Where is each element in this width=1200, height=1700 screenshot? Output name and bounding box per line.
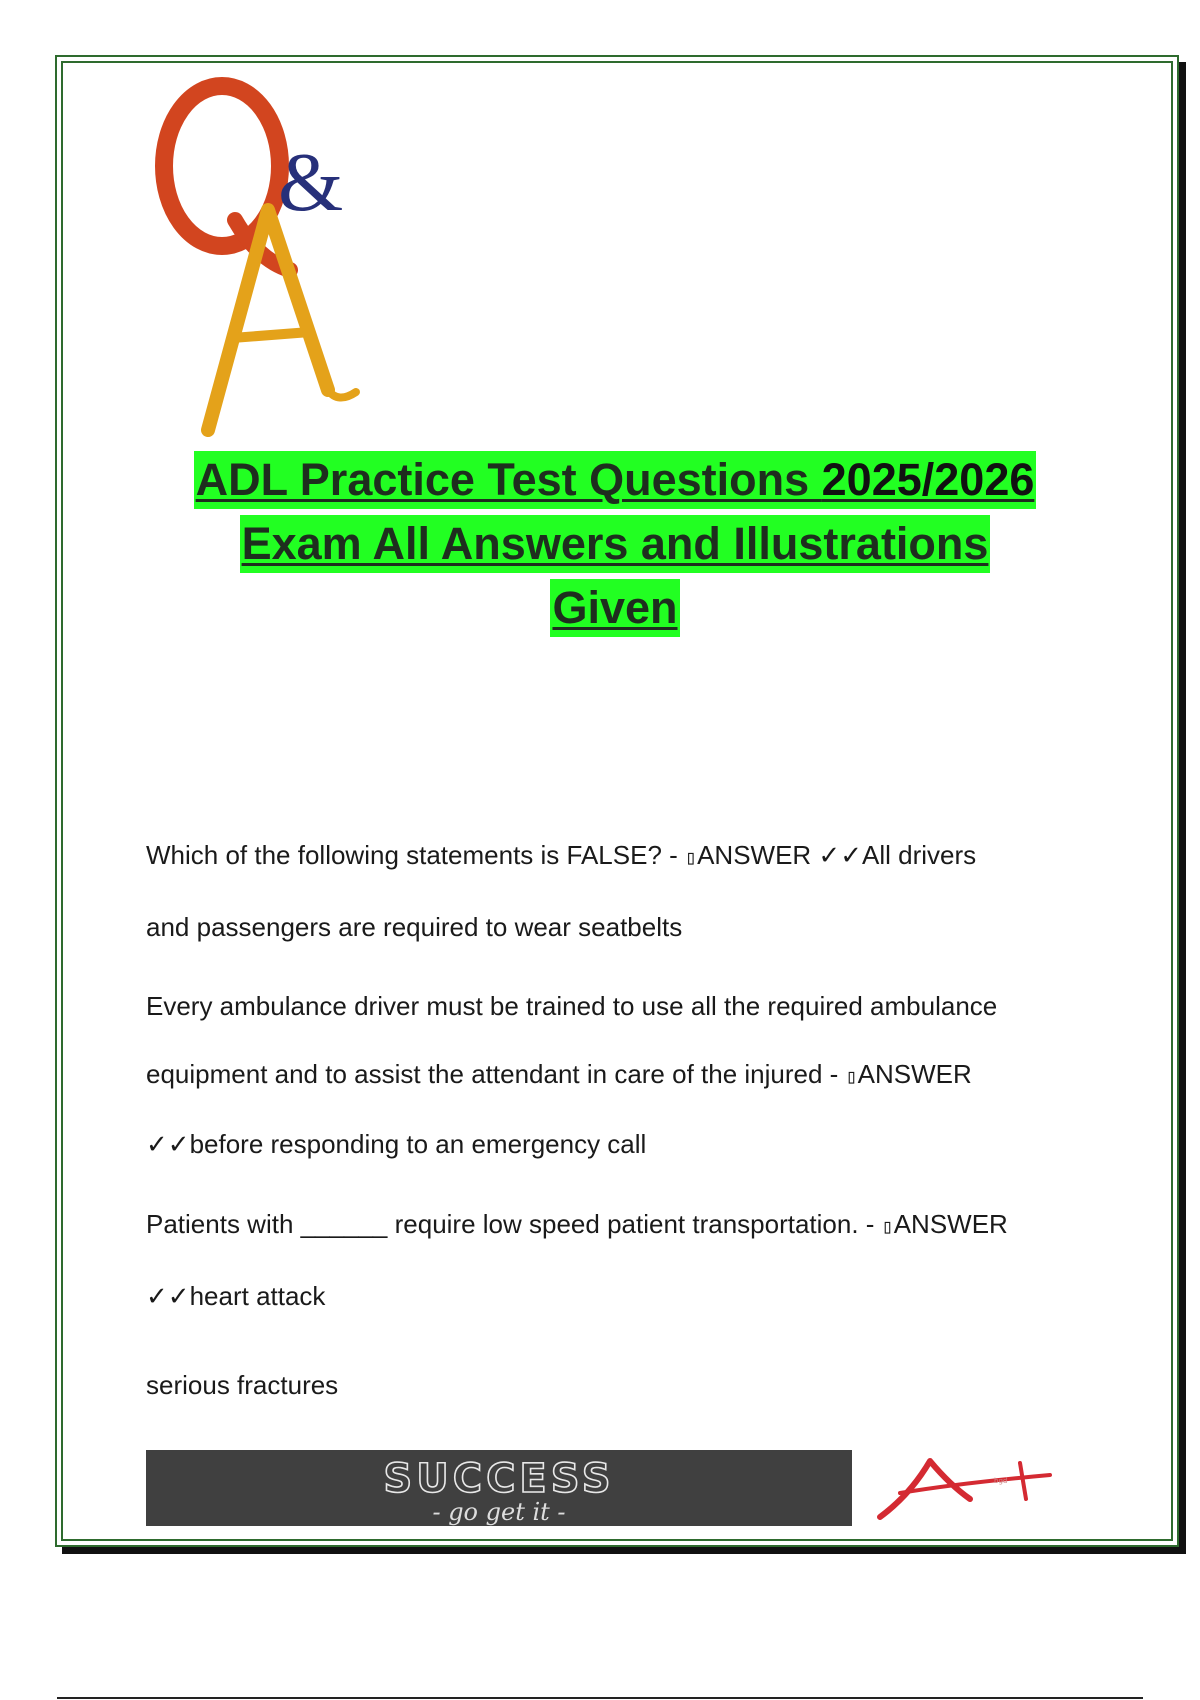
answer-1-line-2: and passengers are required to wear seatbelts	[146, 912, 683, 942]
answer-3-marker: ANSWER	[893, 1209, 1008, 1239]
answer-2-marker: ANSWER	[857, 1059, 972, 1089]
qa-item-3-extra	[146, 1350, 1086, 1420]
banner-subtext: - go get it -	[432, 1498, 566, 1526]
question-1-text: Which of the following statements is FALSE? -	[146, 840, 686, 870]
answer-marker-box-icon: ▯	[881, 1214, 894, 1238]
qa-item-1	[146, 820, 1086, 962]
title-line-1-text: ADL Practice Test Questions	[195, 454, 822, 505]
qa-item-3	[146, 1189, 1086, 1332]
answer-marker-box-icon: ▯	[685, 845, 698, 869]
grade-small-text: bgd	[994, 1477, 1008, 1485]
a-plus-grade-mark	[870, 1455, 1070, 1525]
checkmark-icon: ✓✓	[146, 1130, 190, 1160]
answer-3-text: heart attack	[189, 1281, 326, 1311]
question-2-line-2: equipment and to assist the attendant in care of the injured -	[146, 1059, 846, 1089]
answer-1-line-1: All drivers	[862, 840, 977, 870]
bottom-divider-line	[57, 1697, 1143, 1699]
title-line-2: Exam All Answers and Illustrations	[240, 515, 991, 573]
logo-q-letter	[164, 86, 290, 270]
question-2-line-1: Every ambulance driver must be trained to use all the required ambulance	[146, 991, 998, 1021]
title-line-3: Given	[550, 579, 679, 637]
grade-label: A+	[870, 1455, 872, 1456]
qa-content	[146, 820, 1086, 1430]
question-3-text: Patients with ______ require low speed patient transportation. -	[146, 1209, 882, 1239]
logo-ampersand: &	[278, 136, 344, 229]
answer-1-marker: ANSWER	[697, 840, 819, 870]
document-title	[100, 448, 1130, 640]
title-year: 2025/2026	[821, 454, 1035, 505]
answer-marker-box-icon: ▯	[845, 1064, 858, 1088]
banner-word: SUCCESS	[383, 1456, 615, 1502]
success-banner-image	[146, 1450, 852, 1526]
checkmark-icon: ✓✓	[146, 1282, 190, 1312]
checkmark-icon: ✓✓	[818, 841, 862, 871]
qa-logo	[140, 70, 400, 450]
answer-2-text: before responding to an emergency call	[189, 1129, 647, 1159]
qa-item-2	[146, 972, 1086, 1179]
answer-3-extra-line: serious fractures	[146, 1370, 339, 1400]
title-line-1	[194, 451, 1037, 509]
